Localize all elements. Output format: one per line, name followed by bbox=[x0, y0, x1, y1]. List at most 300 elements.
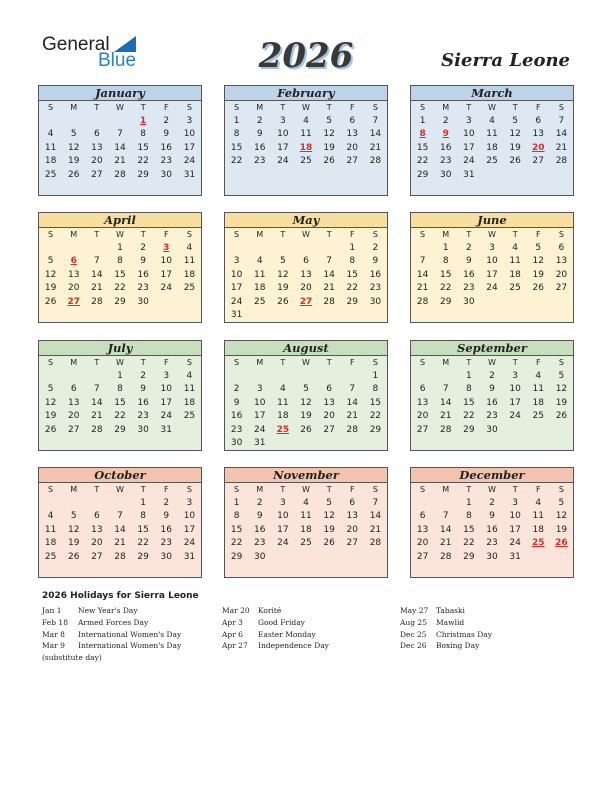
day-cell: 16 bbox=[486, 397, 498, 408]
day-cell: 15 bbox=[114, 269, 126, 280]
day-cell: 16 bbox=[486, 524, 498, 535]
day-cell: 28 bbox=[114, 551, 126, 562]
day-cell: 22 bbox=[346, 283, 358, 294]
day-cell: 5 bbox=[512, 115, 518, 126]
month-name: October bbox=[39, 468, 201, 483]
day-cell: 9 bbox=[489, 511, 495, 522]
empty-cell bbox=[225, 369, 248, 383]
weekday-label: F bbox=[349, 358, 355, 367]
holiday-name: Boxing Day bbox=[436, 641, 480, 651]
day-cell: 20 bbox=[300, 283, 312, 294]
day-cell: 10 bbox=[277, 511, 289, 522]
day-cell: 16 bbox=[369, 269, 382, 280]
weekday-label: M bbox=[256, 485, 264, 494]
month-may bbox=[224, 212, 388, 323]
empty-cell bbox=[62, 241, 85, 255]
day-cell: 2 bbox=[233, 384, 240, 395]
day-cell: 16 bbox=[230, 411, 243, 422]
day-cell: 25 bbox=[183, 283, 196, 294]
weekday-label: W bbox=[302, 485, 310, 494]
day-cell: 10 bbox=[463, 129, 475, 140]
day-cell: 12 bbox=[67, 142, 80, 153]
weekday-label: M bbox=[442, 358, 450, 367]
holiday-day-cell: 8 bbox=[419, 129, 426, 140]
holidays-column bbox=[222, 605, 329, 652]
empty-cell bbox=[527, 168, 550, 182]
month-june bbox=[410, 212, 574, 323]
day-cell: 16 bbox=[160, 142, 172, 153]
day-cell: 13 bbox=[91, 524, 103, 535]
day-cell: 17 bbox=[253, 411, 266, 422]
day-cell: 20 bbox=[67, 283, 80, 294]
day-cell: 6 bbox=[419, 511, 426, 522]
day-cell: 27 bbox=[346, 156, 358, 167]
weekday-label: T bbox=[326, 358, 332, 367]
day-cell: 27 bbox=[416, 424, 429, 435]
empty-cell bbox=[294, 369, 317, 383]
month-name: April bbox=[39, 213, 201, 228]
day-cell: 12 bbox=[67, 524, 80, 535]
empty-cell bbox=[271, 437, 294, 451]
day-cell: 22 bbox=[439, 283, 452, 294]
day-cell: 29 bbox=[137, 169, 149, 180]
weekday-label: S bbox=[558, 230, 564, 239]
day-cell: 14 bbox=[114, 142, 126, 153]
empty-cell bbox=[550, 168, 573, 182]
day-cell: 19 bbox=[300, 411, 312, 422]
day-cell: 16 bbox=[137, 269, 149, 280]
day-cell: 24 bbox=[183, 156, 196, 167]
holiday-name: Good Friday bbox=[258, 617, 305, 627]
day-cell: 28 bbox=[416, 296, 429, 307]
day-cell: 17 bbox=[509, 524, 521, 535]
day-cell: 30 bbox=[486, 424, 498, 435]
day-cell: 25 bbox=[44, 169, 57, 180]
day-cell: 2 bbox=[465, 242, 472, 253]
day-cell: 2 bbox=[489, 370, 495, 381]
holiday-date: Mar 20 bbox=[222, 606, 250, 615]
day-cell: 6 bbox=[349, 497, 356, 508]
weekday-label: T bbox=[94, 358, 100, 367]
day-cell: 28 bbox=[369, 156, 382, 167]
empty-cell bbox=[294, 437, 317, 451]
day-cell: 8 bbox=[117, 384, 123, 395]
holidays-column bbox=[400, 605, 492, 652]
day-cell: 17 bbox=[277, 524, 289, 535]
day-cell: 26 bbox=[509, 156, 521, 167]
day-cell: 7 bbox=[372, 497, 379, 508]
weekday-label: T bbox=[512, 485, 518, 494]
empty-cell bbox=[318, 550, 341, 564]
month-april bbox=[38, 212, 202, 323]
weekday-label: S bbox=[420, 485, 426, 494]
weekday-label: W bbox=[488, 230, 496, 239]
day-cell: 8 bbox=[465, 511, 472, 522]
day-cell: 9 bbox=[163, 511, 170, 522]
day-cell: 25 bbox=[300, 538, 312, 549]
day-cell: 4 bbox=[279, 384, 286, 395]
day-cell: 27 bbox=[532, 156, 544, 167]
day-cell: 9 bbox=[140, 384, 146, 395]
day-cell: 4 bbox=[535, 370, 542, 381]
weekday-label: T bbox=[94, 485, 100, 494]
day-cell: 14 bbox=[439, 524, 452, 535]
day-cell: 12 bbox=[44, 269, 57, 280]
day-cell: 28 bbox=[91, 296, 103, 307]
day-cell: 27 bbox=[323, 424, 335, 435]
weekday-label: T bbox=[140, 485, 146, 494]
empty-cell bbox=[39, 241, 62, 255]
holiday-name: Independence Day bbox=[258, 641, 329, 651]
day-cell: 31 bbox=[253, 438, 266, 449]
empty-cell bbox=[271, 309, 294, 323]
day-cell: 17 bbox=[509, 397, 521, 408]
day-cell: 11 bbox=[183, 384, 196, 395]
day-cell: 11 bbox=[532, 384, 544, 395]
empty-cell bbox=[318, 241, 341, 255]
weekday-label: S bbox=[372, 230, 378, 239]
day-cell: 6 bbox=[93, 511, 100, 522]
month-name: May bbox=[225, 213, 387, 228]
day-cell: 1 bbox=[117, 370, 123, 381]
day-cell: 12 bbox=[555, 384, 568, 395]
holiday-name: New Year's Day bbox=[78, 606, 138, 615]
weekday-label: W bbox=[488, 103, 496, 112]
day-cell: 1 bbox=[465, 370, 472, 381]
day-cell: 10 bbox=[183, 511, 196, 522]
day-cell: 3 bbox=[279, 115, 286, 126]
day-cell: 28 bbox=[439, 551, 452, 562]
month-name: July bbox=[39, 341, 201, 356]
empty-cell bbox=[108, 496, 131, 510]
day-cell: 21 bbox=[369, 524, 382, 535]
day-cell: 13 bbox=[416, 524, 429, 535]
day-cell: 14 bbox=[369, 511, 382, 522]
holiday-item bbox=[222, 640, 329, 652]
holiday-day-cell: 6 bbox=[70, 256, 77, 267]
day-cell: 5 bbox=[47, 384, 54, 395]
weekday-label: W bbox=[116, 103, 124, 112]
weekday-label: W bbox=[488, 485, 496, 494]
holiday-date: Apr 27 bbox=[222, 641, 248, 651]
day-cell: 25 bbox=[44, 551, 57, 562]
day-cell: 12 bbox=[323, 511, 335, 522]
day-cell: 11 bbox=[183, 256, 196, 267]
empty-cell bbox=[318, 437, 341, 451]
day-cell: 7 bbox=[117, 511, 123, 522]
day-cell: 10 bbox=[509, 384, 521, 395]
weekday-label: S bbox=[186, 358, 192, 367]
holiday-item bbox=[42, 617, 181, 629]
day-cell: 10 bbox=[509, 511, 521, 522]
weekday-label: T bbox=[466, 103, 472, 112]
day-cell: 22 bbox=[463, 411, 475, 422]
holiday-name: Armed Forces Day bbox=[78, 617, 149, 627]
month-february bbox=[224, 85, 388, 196]
month-august bbox=[224, 340, 388, 451]
day-cell: 23 bbox=[486, 411, 498, 422]
day-cell: 20 bbox=[555, 269, 568, 280]
weekday-label: S bbox=[48, 358, 54, 367]
day-cell: 30 bbox=[137, 296, 149, 307]
day-cell: 17 bbox=[183, 142, 196, 153]
day-cell: 27 bbox=[555, 283, 568, 294]
empty-cell bbox=[341, 369, 364, 383]
day-cell: 23 bbox=[463, 283, 475, 294]
day-cell: 26 bbox=[277, 296, 289, 307]
day-cell: 28 bbox=[114, 169, 126, 180]
weekday-label: M bbox=[442, 230, 450, 239]
day-cell: 4 bbox=[47, 129, 54, 140]
day-cell: 4 bbox=[186, 242, 193, 253]
holiday-item bbox=[42, 605, 181, 617]
weekday-label: M bbox=[442, 485, 450, 494]
holiday-day-cell: 26 bbox=[555, 538, 568, 549]
empty-cell bbox=[39, 496, 62, 510]
day-cell: 4 bbox=[489, 115, 495, 126]
day-cell: 16 bbox=[160, 524, 172, 535]
day-cell: 14 bbox=[323, 269, 335, 280]
day-cell: 2 bbox=[372, 242, 379, 253]
day-cell: 26 bbox=[300, 424, 312, 435]
day-cell: 25 bbox=[509, 283, 521, 294]
day-cell: 10 bbox=[277, 129, 289, 140]
day-cell: 29 bbox=[137, 551, 149, 562]
weekday-label: F bbox=[349, 230, 355, 239]
empty-cell bbox=[85, 241, 108, 255]
weekday-label: F bbox=[163, 103, 169, 112]
weekday-label: S bbox=[420, 358, 426, 367]
day-cell: 25 bbox=[253, 296, 266, 307]
day-cell: 4 bbox=[256, 256, 263, 267]
day-cell: 30 bbox=[486, 551, 498, 562]
day-cell: 8 bbox=[442, 256, 449, 267]
day-cell: 19 bbox=[555, 524, 568, 535]
day-cell: 28 bbox=[555, 156, 568, 167]
day-cell: 9 bbox=[233, 397, 240, 408]
day-cell: 8 bbox=[140, 511, 146, 522]
weekday-label: W bbox=[302, 103, 310, 112]
holiday-day-cell: 20 bbox=[532, 142, 545, 153]
day-cell: 29 bbox=[346, 296, 358, 307]
weekday-label: T bbox=[466, 358, 472, 367]
day-cell: 13 bbox=[91, 142, 103, 153]
day-cell: 3 bbox=[233, 256, 240, 267]
weekday-label: F bbox=[535, 103, 541, 112]
weekday-label: S bbox=[558, 485, 564, 494]
day-cell: 12 bbox=[532, 256, 544, 267]
day-cell: 26 bbox=[323, 156, 335, 167]
empty-cell bbox=[225, 241, 248, 255]
holiday-day-cell: 25 bbox=[532, 538, 545, 549]
day-cell: 8 bbox=[372, 384, 379, 395]
day-cell: 7 bbox=[372, 115, 379, 126]
month-march bbox=[410, 85, 574, 196]
month-december bbox=[410, 467, 574, 578]
day-cell: 7 bbox=[93, 384, 100, 395]
day-cell: 28 bbox=[346, 424, 358, 435]
empty-cell bbox=[364, 550, 387, 564]
day-cell: 2 bbox=[140, 370, 146, 381]
holiday-name: International Women's Day bbox=[78, 629, 182, 639]
day-cell: 1 bbox=[372, 370, 379, 381]
day-cell: 15 bbox=[463, 524, 475, 535]
empty-cell bbox=[294, 309, 317, 323]
day-cell: 13 bbox=[416, 397, 429, 408]
day-cell: 30 bbox=[369, 296, 382, 307]
day-cell: 5 bbox=[303, 384, 309, 395]
day-cell: 19 bbox=[323, 524, 335, 535]
day-cell: 7 bbox=[326, 256, 332, 267]
empty-cell bbox=[62, 369, 85, 383]
day-cell: 19 bbox=[323, 142, 335, 153]
day-cell: 20 bbox=[67, 411, 80, 422]
day-cell: 14 bbox=[114, 524, 126, 535]
day-cell: 27 bbox=[91, 169, 103, 180]
month-name: March bbox=[411, 86, 573, 101]
holiday-date: Mar 8 bbox=[42, 629, 65, 639]
holidays-title: 2026 Holidays for Sierra Leone bbox=[42, 591, 199, 601]
empty-cell bbox=[178, 295, 201, 309]
day-cell: 17 bbox=[230, 283, 243, 294]
day-cell: 24 bbox=[160, 283, 172, 294]
day-cell: 28 bbox=[439, 424, 452, 435]
weekday-label: S bbox=[234, 485, 240, 494]
holiday-name: Korité bbox=[258, 606, 282, 615]
day-cell: 13 bbox=[323, 397, 335, 408]
weekday-label: M bbox=[442, 103, 450, 112]
holiday-date: Feb 18 bbox=[42, 617, 68, 627]
day-cell: 18 bbox=[253, 283, 266, 294]
day-cell: 22 bbox=[114, 411, 126, 422]
day-cell: 9 bbox=[489, 384, 495, 395]
day-cell: 3 bbox=[465, 115, 472, 126]
empty-cell bbox=[155, 295, 178, 309]
month-september bbox=[410, 340, 574, 451]
day-cell: 2 bbox=[163, 115, 170, 126]
day-cell: 20 bbox=[323, 411, 335, 422]
day-cell: 5 bbox=[535, 242, 542, 253]
day-cell: 4 bbox=[512, 242, 518, 253]
day-cell: 8 bbox=[140, 129, 146, 140]
day-cell: 7 bbox=[117, 129, 123, 140]
weekday-label: T bbox=[466, 485, 472, 494]
day-cell: 4 bbox=[303, 497, 309, 508]
day-cell: 23 bbox=[230, 424, 243, 435]
empty-cell bbox=[271, 550, 294, 564]
empty-cell bbox=[318, 309, 341, 323]
holiday-note: (substitute day) bbox=[42, 653, 102, 663]
day-cell: 15 bbox=[114, 397, 126, 408]
day-cell: 31 bbox=[183, 551, 196, 562]
holiday-day-cell: 25 bbox=[276, 424, 290, 435]
weekday-label: F bbox=[535, 230, 541, 239]
day-cell: 15 bbox=[137, 524, 149, 535]
holiday-item bbox=[400, 629, 492, 641]
day-cell: 5 bbox=[70, 129, 77, 140]
day-cell: 22 bbox=[137, 156, 149, 167]
day-cell: 7 bbox=[93, 256, 100, 267]
day-cell: 23 bbox=[160, 538, 172, 549]
empty-cell bbox=[294, 550, 317, 564]
day-cell: 26 bbox=[44, 296, 57, 307]
day-cell: 15 bbox=[439, 269, 452, 280]
day-cell: 14 bbox=[439, 397, 452, 408]
empty-cell bbox=[85, 114, 108, 128]
day-cell: 30 bbox=[160, 551, 172, 562]
holiday-item bbox=[42, 640, 181, 652]
day-cell: 18 bbox=[532, 524, 544, 535]
day-cell: 25 bbox=[183, 411, 196, 422]
holiday-item bbox=[400, 605, 492, 617]
day-cell: 30 bbox=[463, 296, 475, 307]
day-cell: 17 bbox=[160, 397, 172, 408]
day-cell: 19 bbox=[555, 397, 568, 408]
holiday-name: International Women's Day bbox=[78, 641, 182, 651]
weekday-label: T bbox=[140, 103, 146, 112]
day-cell: 31 bbox=[160, 424, 172, 435]
day-cell: 20 bbox=[346, 524, 358, 535]
holiday-item bbox=[400, 617, 492, 629]
day-cell: 26 bbox=[323, 538, 335, 549]
day-cell: 29 bbox=[369, 424, 382, 435]
logo-blue-text: Blue bbox=[98, 50, 137, 71]
day-cell: 18 bbox=[509, 269, 521, 280]
day-cell: 5 bbox=[558, 370, 565, 381]
holiday-day-cell: 1 bbox=[140, 115, 147, 126]
weekday-label: T bbox=[140, 230, 146, 239]
day-cell: 29 bbox=[463, 424, 475, 435]
day-cell: 27 bbox=[91, 551, 103, 562]
day-cell: 9 bbox=[256, 129, 263, 140]
day-cell: 30 bbox=[230, 438, 243, 449]
weekday-label: T bbox=[280, 230, 286, 239]
day-cell: 23 bbox=[253, 156, 266, 167]
day-cell: 15 bbox=[416, 142, 429, 153]
day-cell: 1 bbox=[117, 242, 123, 253]
empty-cell bbox=[550, 295, 573, 309]
day-cell: 9 bbox=[372, 256, 379, 267]
weekday-label: S bbox=[420, 230, 426, 239]
weekday-label: S bbox=[558, 358, 564, 367]
day-cell: 21 bbox=[91, 411, 103, 422]
day-cell: 19 bbox=[67, 538, 80, 549]
day-cell: 15 bbox=[230, 142, 243, 153]
weekday-label: T bbox=[280, 103, 286, 112]
day-cell: 10 bbox=[160, 384, 172, 395]
holiday-date: Mar 9 bbox=[42, 641, 65, 651]
day-cell: 15 bbox=[463, 397, 475, 408]
empty-cell bbox=[364, 309, 387, 323]
empty-cell bbox=[62, 496, 85, 510]
day-cell: 11 bbox=[486, 129, 498, 140]
day-cell: 14 bbox=[416, 269, 429, 280]
weekday-label: T bbox=[326, 103, 332, 112]
weekday-label: F bbox=[535, 358, 541, 367]
day-cell: 23 bbox=[137, 283, 149, 294]
holiday-item bbox=[222, 617, 329, 629]
day-cell: 16 bbox=[439, 142, 452, 153]
empty-cell bbox=[271, 241, 294, 255]
weekday-label: T bbox=[326, 230, 332, 239]
empty-cell bbox=[434, 369, 457, 383]
day-cell: 11 bbox=[300, 511, 312, 522]
day-cell: 12 bbox=[300, 397, 312, 408]
day-cell: 21 bbox=[346, 411, 358, 422]
empty-cell bbox=[108, 114, 131, 128]
day-cell: 15 bbox=[346, 269, 358, 280]
day-cell: 2 bbox=[489, 497, 495, 508]
